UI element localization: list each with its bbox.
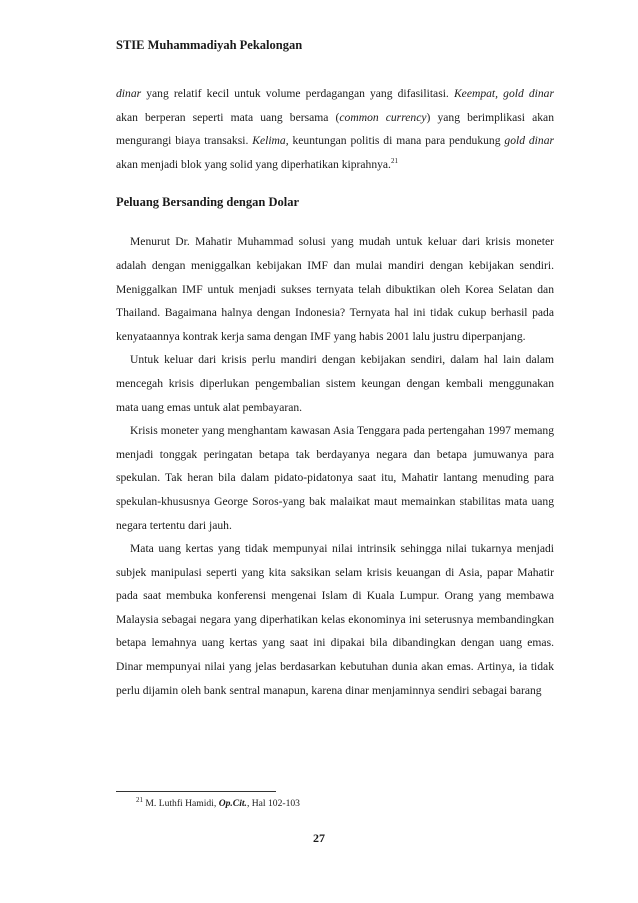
paragraph-continued: dinar yang relatif kecil untuk volume perdagangan yang difasilitasi. Keempat, gold dinar akan berperan seperti mata uang bersama (common currency) yang berimplikasi akan mengurangi biaya transaksi. Kelima, keuntungan politis di mana para pendukung gold dinar akan menjadi blok yang solid yang diperhatikan kiprahnya.$^{21}$: [116, 87, 554, 171]
footnote-divider: [116, 791, 276, 792]
page-header: STIE Muhammadiyah Pekalongan: [116, 38, 303, 52]
italic-term: dinar: [116, 87, 142, 100]
paragraph: Krisis moneter yang menghantam kawasan Asia Tenggara pada pertengahan 1997 memang menjadi tonggak peringatan betapa tak berdayanya negara dan betapa jumuwanya para spekulan. Tak heran bila dalam pidato-pidatonya saat itu, Mahatir lantang menuding para spekulan-khususnya George Soros-yang bak malaikat maut memainkan stabilitas mata uang negara tertentu dari jauh.: [116, 424, 554, 532]
italic-term: Keempat, gold dinar: [453, 87, 554, 100]
footnote-ref[interactable]: 21: [390, 156, 398, 165]
footnote-opcit: Op.Cit.: [218, 798, 247, 809]
section-heading: Peluang Bersanding dengan Dolar: [116, 195, 300, 210]
italic-term: common currency: [339, 110, 427, 124]
paragraph: Menurut Dr. Mahatir Muhammad solusi yang mudah untuk keluar dari krisis moneter adalah dengan meniggalkan kebijakan IMF dan mulai mandiri dengan kebijakan sendiri. Meniggalkan IMF untuk menjadi sukses ternyata telah dibuktikan oleh Korea Selatan dan Thailand. Bagaimana halnya dengan Indonesia? Ternyata hal ini tidak cukup berhasil pada kenyataannya kontrak kerja sama dengan IMF yang habis 2001 lalu justru diperpanjang.: [116, 235, 554, 343]
page-number: 27: [313, 831, 325, 845]
paragraph: Mata uang kertas yang tidak mempunyai nilai intrinsik sehingga nilai tukarnya menjadi subjek manipulasi seperti yang kita saksikan selam krisis keuangan di Asia, papar Mahatir pada saat membuka konferensi mengenai Islam di Kuala Lumpur. Orang yang membawa Malaysia sebagai negara yang diperhatikan kelas ekonominya ini seterusnya membandingkan betapa lemahnya uang kertas yang saat ini dipakai bila dibandingkan dengan uang emas. Dinar mempunyai nilai yang jelas berdasarkan kebutuhan dunia akan emas. Artinya, ia tidak perlu dijamin oleh bank sentral manapun, karena dinar menjaminnya sendiri sebagai barang: [116, 542, 554, 697]
paragraph: Untuk keluar dari krisis perlu mandiri dengan kebijakan sendiri, dalam hal lain dalam mencegah krisis diperlukan pengembalian sistem keungan dengan kembali menggunakan mata uang emas untuk alat pembayaran.: [116, 353, 554, 414]
page-body: [116, 82, 554, 702]
footnote: $^{21}$ M. Luthfi Hamidi, Op.Cit., Hal 102-103: [136, 795, 300, 809]
footnote-number: 21: [136, 795, 143, 804]
italic-term: Kelima,: [252, 134, 289, 148]
italic-term: gold dinar: [504, 134, 554, 148]
